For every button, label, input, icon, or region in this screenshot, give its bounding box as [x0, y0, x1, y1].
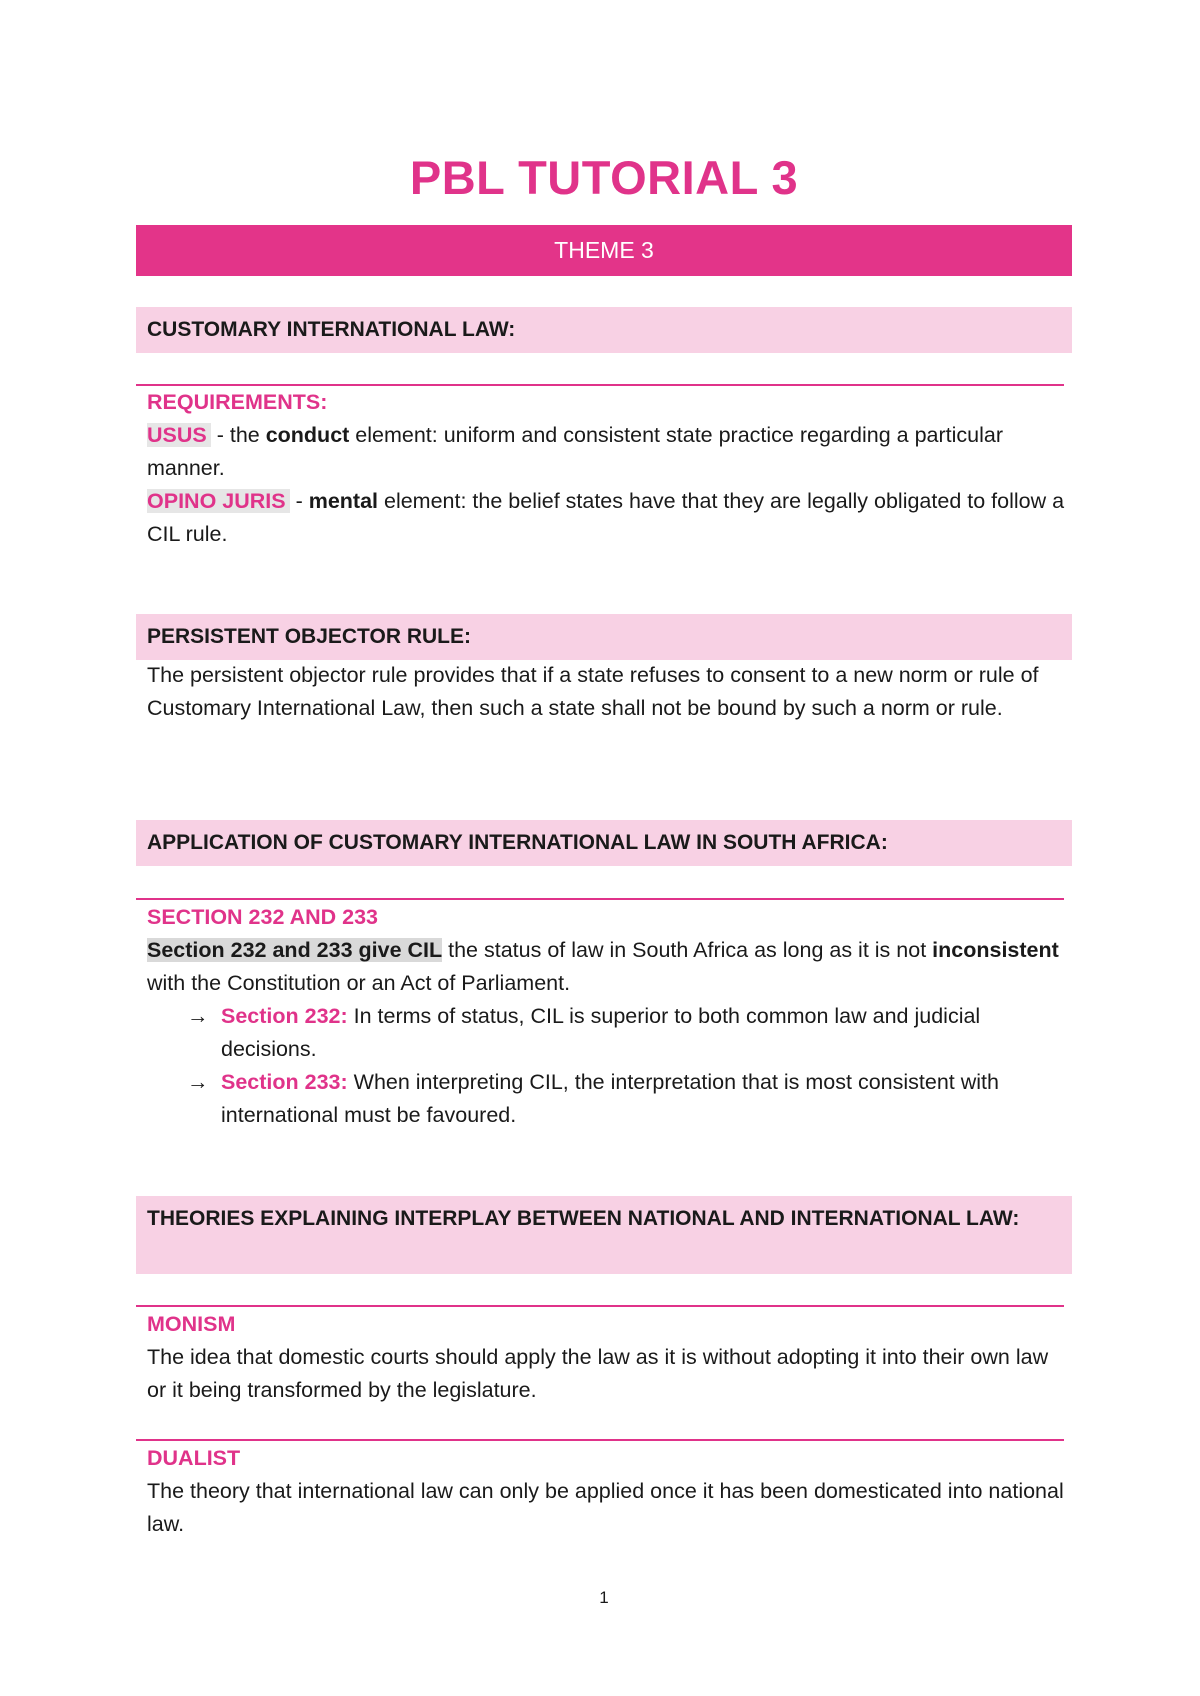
opino-term: OPINO JURIS — [147, 489, 290, 513]
application-text-1: the status of law in South Africa as long as it is not — [442, 938, 933, 962]
arrow-icon: → — [187, 1070, 209, 1094]
section-heading-cil: CUSTOMARY INTERNATIONAL LAW: — [136, 307, 1072, 353]
application-paragraph — [147, 934, 1067, 1000]
section-heading-application: APPLICATION OF CUSTOMARY INTERNATIONAL LAW IN SOUTH AFRICA: — [136, 820, 1072, 866]
persistent-text: The persistent objector rule provides that if a state refuses to consent to a new norm or rule of Customary International Law, then such a state shall not be bound by such a norm or rule. — [147, 663, 1039, 720]
requirements-heading: REQUIREMENTS: — [147, 390, 328, 414]
section-232-233-heading: SECTION 232 AND 233 — [147, 905, 379, 929]
opino-paragraph — [147, 485, 1067, 551]
bullet-label: Section 232: — [221, 1004, 348, 1028]
monism-heading: MONISM — [147, 1312, 236, 1336]
page-number: 1 — [599, 1588, 609, 1607]
section-divider — [136, 1439, 1064, 1441]
usus-paragraph — [147, 419, 1067, 485]
dualist-text: The theory that international law can only be applied once it has been domesticated into national law. — [147, 1479, 1064, 1536]
bullet-item — [147, 1066, 1067, 1132]
requirements-block — [147, 386, 1067, 551]
opino-text-2: element: the belief states have that they are legally obligated to follow a CIL rule. — [147, 489, 1065, 546]
monism-block — [147, 1308, 1067, 1407]
application-text-2: with the Constitution or an Act of Parliament. — [147, 971, 571, 995]
bullet-item — [147, 1000, 1067, 1066]
bullet-label: Section 233: — [221, 1070, 348, 1094]
document-title: PBL TUTORIAL 3 — [409, 151, 799, 204]
usus-term: USUS — [147, 423, 211, 447]
bullet-text: When interpreting CIL, the interpretation that is most consistent with international must be favoured. — [221, 1070, 999, 1127]
section-heading-persistent: PERSISTENT OBJECTOR RULE: — [136, 614, 1072, 660]
application-highlight: Section 232 and 233 give CIL — [147, 938, 443, 962]
section-divider — [136, 1305, 1064, 1307]
opino-text-1: - — [289, 489, 309, 513]
opino-bold: mental — [308, 489, 379, 513]
application-block — [147, 901, 1067, 1132]
application-bold: inconsistent — [932, 938, 1059, 962]
section-heading-theories: THEORIES EXPLAINING INTERPLAY BETWEEN NATIONAL AND INTERNATIONAL LAW: — [136, 1196, 1072, 1274]
bullet-text: In terms of status, CIL is superior to both common law and judicial decisions. — [221, 1004, 981, 1061]
dualist-heading: DUALIST — [147, 1446, 241, 1470]
arrow-icon: → — [187, 1004, 209, 1028]
dualist-block — [147, 1442, 1067, 1541]
section-divider — [136, 898, 1064, 900]
usus-text-1: - the — [210, 423, 266, 447]
theme-banner: THEME 3 — [136, 225, 1072, 276]
usus-bold: conduct — [265, 423, 350, 447]
usus-text-2: element: uniform and consistent state practice regarding a particular manner. — [147, 423, 1004, 480]
monism-text: The idea that domestic courts should apply the law as it is without adopting it into their own law or it being transformed by the legislature. — [147, 1345, 1049, 1402]
